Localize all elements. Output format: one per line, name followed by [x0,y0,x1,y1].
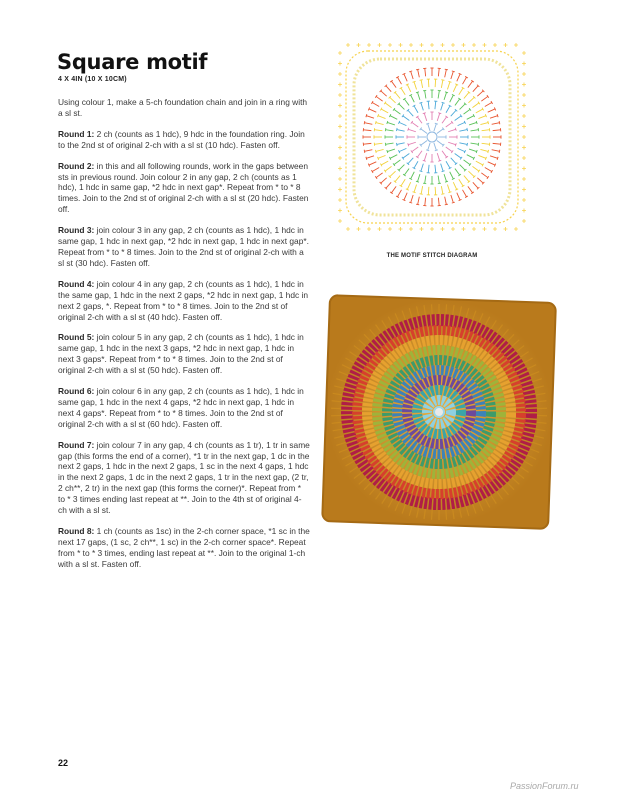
page-title: Square motif [57,50,208,74]
round-6-paragraph [58,386,310,430]
round-label: Round 4: [58,278,95,289]
watermark: PassionForum.ru [510,781,579,791]
round-8-paragraph [58,526,310,570]
round-text: 1 ch (counts as 1sc) in the 2-ch corner space, *1 sc in the next 17 gaps, (1 sc, 2 ch**, 1 sc) in the 2-ch corner space*. Repeat from * to * 3 times, ending last repeat at **. Join to the original 1-ch with a sl st. Fasten off. [58,526,310,569]
round-7-paragraph [58,440,310,516]
round-text: 2 ch (counts as 1 hdc), 9 hdc in the foundation ring. Join to the 2nd st of original 2-ch with a sl st (10 hdc). Fasten off. [58,128,305,150]
round-text: join colour 5 in any gap, 2 ch (counts as 1 hdc), 1 hdc in same gap, 1 hdc in the next 3 gaps, *2 hdc in next gap, 1 hdc in next 3 gaps*. Repeat from * to * 8 times. Join to the 2nd st of original 2-ch with a sl st (50 hdc). Fasten off. [58,332,304,376]
crochet-square-photo [318,293,558,533]
stitch-diagram [337,40,527,235]
round-label: Round 7: [58,439,95,450]
page-number: 22 [58,758,69,768]
intro-paragraph: Using colour 1, make a 5-ch foundation chain and join in a ring with a sl st. [58,97,308,118]
round-2-paragraph [58,161,310,216]
round-3-paragraph [58,225,310,269]
round-label: Round 5: [58,332,95,343]
round-label: Round 2: [58,160,95,171]
round-1-paragraph [58,129,310,151]
round-text: in this and all following rounds, work in the gaps between sts in previous round. Join colour 2 in any gap, 2 ch (counts as 1 hdc), 1 hdc in same gap, *2 hdc in next gap*. Repeat from * to * 8 times. Join to the 2nd st of original 2-ch with a sl st (20 hdc). Fasten off. [58,160,309,215]
round-text: join colour 6 in any gap, 2 ch (counts as 1 hdc), 1 hdc in same gap, 1 hdc in the next 4 gaps, *2 hdc in next gap, 1 hdc in next 4 gaps*. Repeat from * to * 8 times. Join to the 2nd st of original 2-ch with a sl st (60 hdc). Fasten off. [58,386,304,429]
round-text: join colour 7 in any gap, 4 ch (counts as 1 tr), 1 tr in same gap (this forms the end of a corner), *1 tr in the next gap, 1 dc in the next 2 gaps, 1 hdc in the next 2 gaps, 1 sc in the next 4 gaps, 1 hdc in the next 2 gaps, 1 dc in the next 2 gaps, 1 tr in the next gap, (2 tr, 2 ch**, 2 tr) in the next gap (this forms the corner)*. Repeat from * to * 3 times ending last repeat at **. Join to the 4th st of original 4-ch with a sl st. [58,439,310,516]
pattern-instructions [58,97,310,580]
round-text: join colour 3 in any gap, 2 ch (counts as 1 hdc), 1 hdc in same gap, 1 hdc in next gap, *2 hdc in next gap, 1 hdc in next gap*. Repeat from * to * 8 times. Join to the 2nd st of original 2-ch with a sl st (30 hdc). Fasten off. [58,225,309,268]
round-label: Round 6: [58,386,95,397]
round-4-paragraph [58,279,310,323]
motif-size: 4 X 4IN (10 X 10CM) [58,76,127,83]
round-label: Round 1: [58,128,95,139]
round-label: Round 8: [58,526,95,536]
round-text: join colour 4 in any gap, 2 ch (counts as 1 hdc), 1 hdc in the same gap, 1 hdc in the next 2 gaps, *2 hdc in next gap, 1 hdc in next 2 gaps, *. Repeat from * to * 8 times. Join to the 2nd st of original 2-ch with a sl st (40 hdc). Fasten off. [58,278,309,322]
round-label: Round 3: [58,225,95,236]
diagram-caption: THE MOTIF STITCH DIAGRAM [386,253,478,259]
round-5-paragraph [58,332,310,376]
